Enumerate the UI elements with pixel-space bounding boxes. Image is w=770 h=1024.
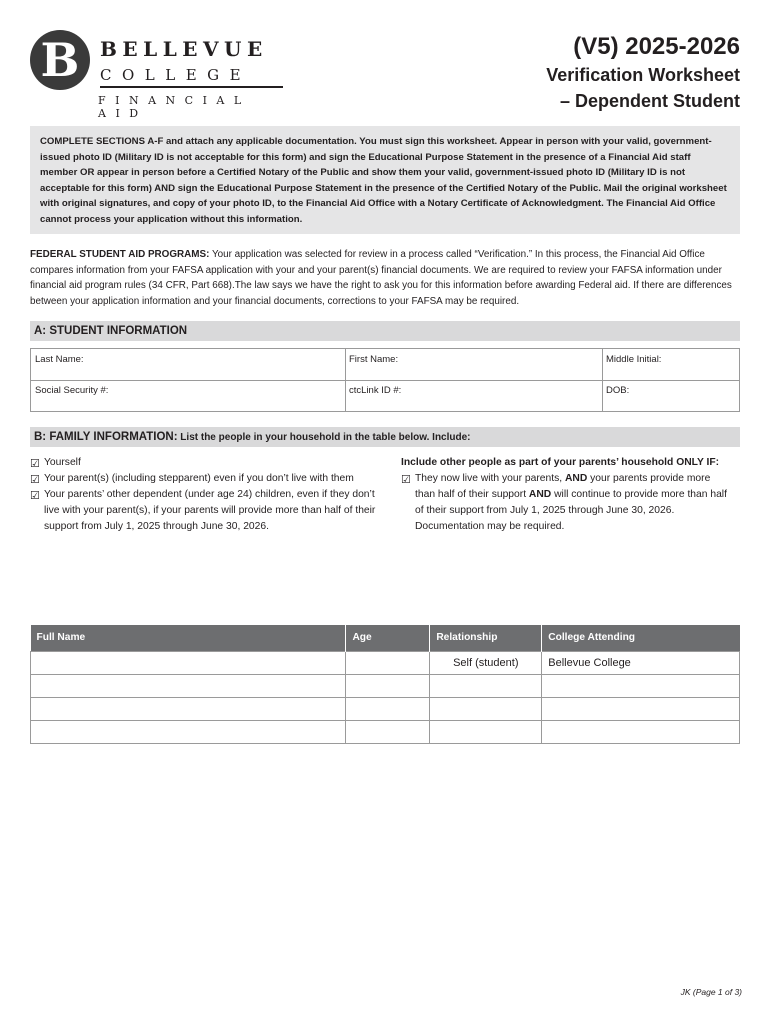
table-cell-name[interactable] <box>31 651 346 674</box>
table-cell-name[interactable] <box>31 697 346 720</box>
instructions-box: COMPLETE SECTIONS A-F and attach any applicable documentation. You must sign this worksheet. Appear in person with your valid, government-issued photo ID (Military ID is not acceptable for this form) and sign the Educational Purpose Statement in the presence of a Financial Aid staff member OR appear in person before a Certified Notary of the Public and show them your valid, government-issued photo ID (Military ID is not acceptable for this form) AND sign the Educational Purpose Statement in the presence of the Certified Notary of the Public. Mail the original worksheet with original signatures, and copy of your photo ID, to the Financial Aid Office with a Notary Certificate of Acknowledgment. The Financial Aid Office cannot process your application without this information. <box>30 126 740 234</box>
section-a-header: A: STUDENT INFORMATION <box>30 321 740 341</box>
first-name-field[interactable]: First Name: <box>349 354 399 365</box>
column-header-age: Age <box>346 625 430 651</box>
logo-department: FINANCIAL AID <box>98 94 251 120</box>
table-cell-age[interactable] <box>346 697 430 720</box>
include-item-text: Your parents’ other dependent (under age 24) children, even if they don’t live with your parent(s), if your parents will provide more than half of their support from July 1, 2025 through June 30, 2026. <box>44 489 376 532</box>
include-item-text: Yourself <box>44 457 81 468</box>
last-name-field[interactable]: Last Name: <box>35 354 84 365</box>
federal-aid-text: Your application was selected for review in a process called “Verification.” In this process, the Financial Aid Office compares information from your FAFSA application with your and your parent(s) financial documents. We are required to review your FAFSA information under financial aid program rules (34 CFR, Part 668).The law says we have the right to ask you for this information before awarding Federal aid. If there are differences between your application information and your financial documents, corrections to your FAFSA may be required. <box>30 249 732 307</box>
list-item <box>30 471 390 487</box>
table-row <box>31 674 740 697</box>
logo-letter: B <box>40 33 80 87</box>
table-row <box>31 651 740 674</box>
table-cell-relationship[interactable]: Self (student) <box>430 651 542 674</box>
document-subtitle-line1: Verification Worksheet <box>546 65 740 85</box>
table-row <box>31 720 740 743</box>
table-row <box>31 697 740 720</box>
list-item <box>401 471 731 535</box>
include-list <box>30 455 390 535</box>
table-cell-relationship[interactable] <box>430 674 542 697</box>
grid-divider <box>602 349 603 411</box>
ctclink-id-field[interactable]: ctcLink ID #: <box>349 385 402 396</box>
document-title: (V5) 2025-2026 <box>573 33 740 60</box>
table-cell-relationship[interactable] <box>430 720 542 743</box>
table-cell-relationship[interactable] <box>430 697 542 720</box>
table-cell-college[interactable] <box>542 674 740 697</box>
table-cell-college[interactable] <box>542 720 740 743</box>
table-header-row <box>31 625 740 651</box>
table-cell-name[interactable] <box>31 720 346 743</box>
column-header-college: College Attending <box>542 625 740 651</box>
table-cell-age[interactable] <box>346 674 430 697</box>
grid-divider <box>345 349 346 411</box>
list-item <box>30 455 390 471</box>
document-subtitle-line2: – Dependent Student <box>559 91 740 111</box>
logo-college: COLLEGE <box>100 66 252 84</box>
column-header-relationship: Relationship <box>430 625 542 651</box>
section-b-subtitle: List the people in your household in the table below. Include: <box>177 432 471 443</box>
logo-divider <box>100 86 283 88</box>
other-people-heading: Include other people as part of your parents’ household ONLY IF: <box>401 457 720 468</box>
checkbox-checked-icon: ☑ <box>30 490 40 502</box>
ssn-field[interactable]: Social Security #: <box>35 385 109 396</box>
grid-divider <box>31 380 739 381</box>
section-b-title: B: FAMILY INFORMATION: <box>34 431 178 443</box>
other-people-list <box>401 455 731 535</box>
page-footer: JK (Page 1 of 3) <box>680 987 742 997</box>
table-cell-age[interactable] <box>346 651 430 674</box>
table-cell-college[interactable] <box>542 697 740 720</box>
student-information-grid <box>30 348 740 412</box>
section-b-header <box>30 427 740 447</box>
checkbox-checked-icon: ☑ <box>30 474 40 486</box>
table-cell-college[interactable]: Bellevue College <box>542 651 740 674</box>
include-item-text: Your parent(s) (including stepparent) even if you don’t live with them <box>44 473 354 484</box>
checkbox-checked-icon: ☑ <box>30 458 40 470</box>
middle-initial-field[interactable]: Middle Initial: <box>606 354 662 365</box>
column-header-full-name: Full Name <box>31 625 346 651</box>
logo-name: BELLEVUE <box>100 37 268 61</box>
checkbox-checked-icon: ☑ <box>401 474 411 486</box>
dob-field[interactable]: DOB: <box>606 385 630 396</box>
family-table <box>30 625 740 744</box>
table-cell-age[interactable] <box>346 720 430 743</box>
bellevue-college-logo <box>30 30 290 120</box>
table-cell-name[interactable] <box>31 674 346 697</box>
federal-aid-lead: FEDERAL STUDENT AID PROGRAMS: <box>30 249 210 260</box>
document-title-block <box>546 32 740 114</box>
other-item-text: They now live with your parents, AND your parents provide more than half of their support AND will continue to provide more than half of their support from July 1, 2025 through June 30, 2026. Documentation may be required. <box>415 473 727 532</box>
federal-aid-paragraph <box>30 247 742 309</box>
list-item <box>30 487 390 535</box>
